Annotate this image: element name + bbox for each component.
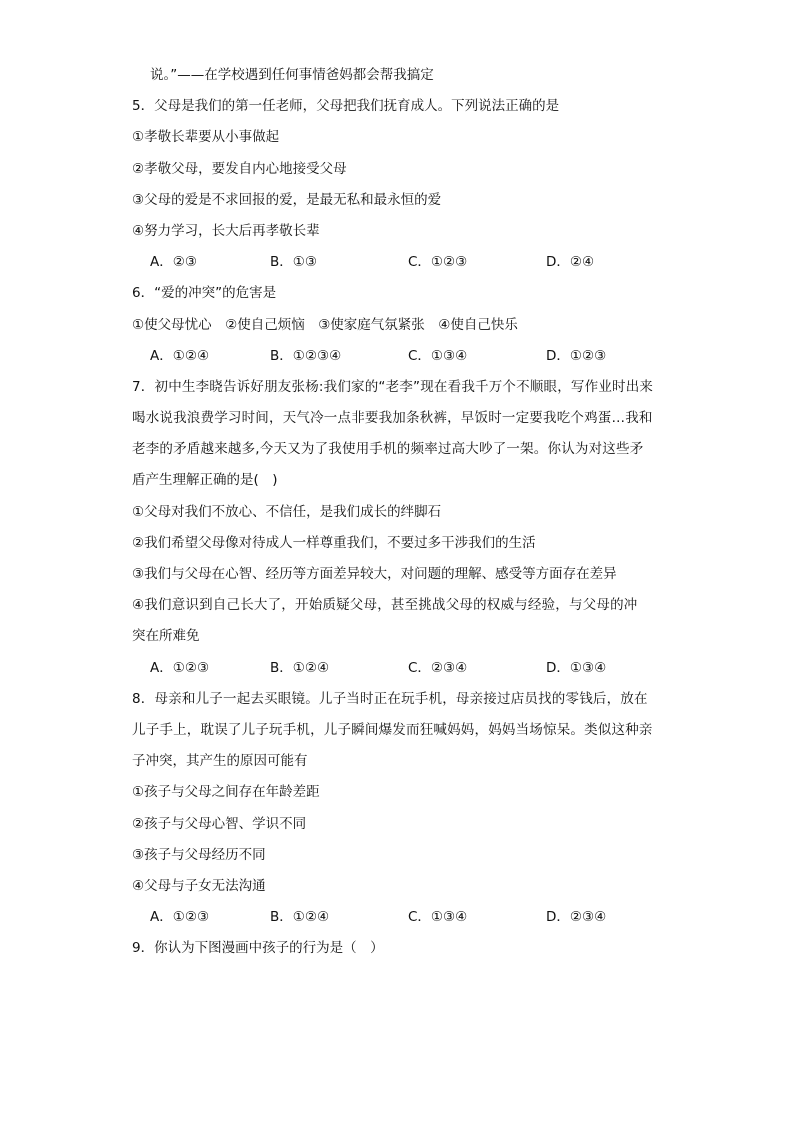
text-line: ④我们意识到自己长大了，开始质疑父母，甚至挑战父母的权威与经验，与父母的冲 — [132, 597, 638, 614]
text-line: 盾产生理解正确的是( ) — [132, 472, 278, 489]
option-d: D．①②③ — [546, 347, 607, 364]
option-b: B．①②④ — [270, 909, 330, 926]
option-d: D．①③④ — [546, 659, 607, 676]
text-line: 老李的矛盾越来越多,今天又为了我使用手机的频率过高大吵了一架。你认为对这些矛 — [132, 441, 644, 458]
option-c: C．①③④ — [408, 909, 468, 926]
text-line: ④父母与子女无法沟通 — [132, 877, 266, 894]
text-line: ③孩子与父母经历不同 — [132, 846, 266, 863]
text-line: 6．“爱的冲突”的危害是 — [132, 285, 277, 302]
text-line: ①使父母忧心 ②使自己烦恼 ③使家庭气氛紧张 ④使自己快乐 — [132, 316, 518, 333]
text-line: 9．你认为下图漫画中孩子的行为是（ ） — [132, 940, 384, 957]
option-c: C．①②③ — [408, 254, 468, 271]
option-b: B．①②④ — [270, 659, 330, 676]
text-line: ③我们与父母在心智、经历等方面差异较大，对问题的理解、感受等方面存在差异 — [132, 566, 617, 582]
text-line: ①父母对我们不放心、不信任，是我们成长的绊脚石 — [132, 503, 442, 520]
option-c: C．②③④ — [408, 659, 468, 676]
answer-options — [0, 653, 794, 684]
option-a: A．①②④ — [150, 347, 210, 364]
answer-options — [0, 902, 794, 933]
text-line: 8．母亲和儿子一起去买眼镜。儿子当时正在玩手机，母亲接过店员找的零钱后，放在 — [132, 690, 648, 707]
text-line: 子冲突，其产生的原因可能有 — [132, 753, 308, 770]
text-line: ①孩子与父母之间存在年龄差距 — [132, 784, 320, 801]
text-line: ④努力学习，长大后再孝敬长辈 — [132, 222, 320, 239]
option-c: C．①③④ — [408, 347, 468, 364]
text-line: 喝水说我浪费学习时间，天气冷一点非要我加条秋裤，早饭时一定要我吃个鸡蛋…我和 — [132, 410, 653, 427]
option-b: B．①②③④ — [270, 347, 342, 364]
answer-options — [0, 341, 794, 372]
option-d: D．②③④ — [546, 909, 607, 926]
answer-options — [0, 247, 794, 278]
text-line: ②我们希望父母像对待成人一样尊重我们，不要过多干涉我们的生活 — [132, 534, 536, 551]
option-a: A．①②③ — [150, 909, 210, 926]
text-line: 5．父母是我们的第一任老师，父母把我们抚育成人。下列说法正确的是 — [132, 98, 560, 115]
text-line: ②孝敬父母，要发自内心地接受父母 — [132, 160, 347, 177]
option-d: D．②④ — [546, 254, 595, 271]
option-a: A．②③ — [150, 254, 197, 271]
text-line: 7．初中生李晓告诉好朋友张杨:我们家的“老李”现在看我千万个不顺眼，写作业时出来 — [132, 378, 654, 395]
option-b: B．①③ — [270, 254, 317, 271]
text-line: 说。”——在学校遇到任何事情爸妈都会帮我搞定 — [150, 67, 434, 83]
text-line: ③父母的爱是不求回报的爱，是最无私和最永恒的爱 — [132, 191, 442, 208]
option-a: A．①②③ — [150, 659, 210, 676]
text-line: 儿子手上，耽误了儿子玩手机，儿子瞬间爆发而狂喊妈妈，妈妈当场惊呆。类似这种亲 — [132, 721, 653, 738]
text-line: ②孩子与父母心智、学识不同 — [132, 815, 307, 832]
text-line: ①孝敬长辈要从小事做起 — [132, 129, 280, 146]
text-line: 突在所难免 — [132, 628, 200, 645]
question-content — [0, 60, 794, 964]
